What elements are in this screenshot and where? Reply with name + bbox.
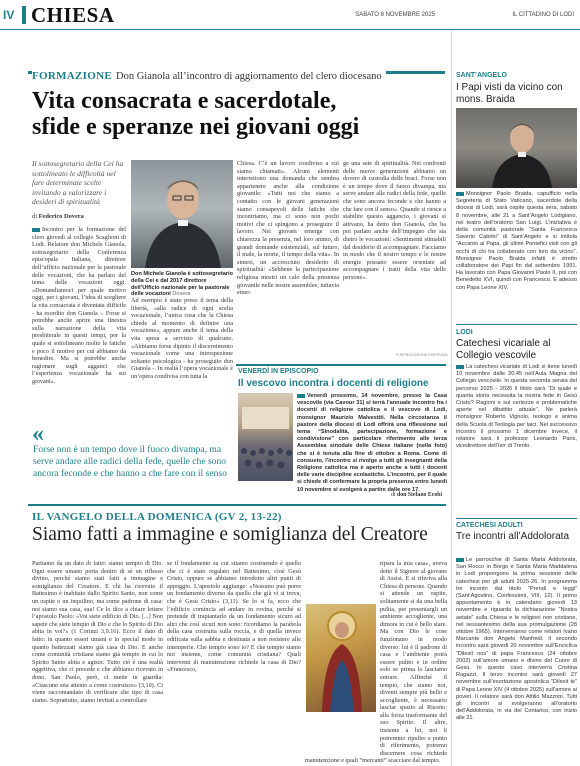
paragraph-marker: [456, 558, 464, 562]
caption-credit: Dovera: [172, 291, 191, 298]
sidebar-3-text: [456, 557, 577, 763]
paragraph-marker: [32, 228, 40, 232]
portrait-image: [131, 160, 233, 268]
paragraph-marker: [456, 192, 464, 196]
pull-quote: Forse non è un tempo dove il fuoco divampa, ma serve andare alle radici della fede, quelle che sono ancora feconde e che hanno a che fare con il senso: [33, 444, 227, 479]
sidebar-1-title: I Papi visti da vicino con mons. Braida: [456, 82, 563, 105]
gospel-headline: Siamo fatti a immagine e somiglianza del Creatore: [32, 524, 428, 545]
gospel-col-3: [305, 560, 447, 765]
sidebar-2-text: [456, 364, 577, 510]
assembly-image: [238, 393, 293, 481]
gospel-rule: [28, 504, 446, 506]
gospel-col-2: se il fondamento su cui stiamo costruendo è quello che ci è stato regalato nel Battesimo, cioè Gesù Cristo, oppure se abbiamo introdotto altri punti di appoggio. L’apostolo aggiunge: «Nessuno può porre un fondamento diverso da quello che già vi si trova, che è Gesù Cristo» (3,11). Se lo si fa, ecco che l’edificio comincia ad andare in rovina, perché si pretende di trapiantarlo da un fondamento sicuro ad altri che così sicuri non sono: ricordiamo la parabola della casa costruita sulla roccia, e di quella invece edificata sulla sabbia e destinata a non resistere alle intemperie. Che tempio sono io? E che tempio siamo noi insieme, come comunità cristiana? Quali interventi di manutenzione richiede la casa di Dio? «Francesco,: [167, 560, 301, 674]
sidebar-1-body: Monsignor Paolo Braida, capufficio nella Segreteria di Stato Vaticano, sacerdote della diocesi di Lodi, sarà ospite questa sera, sabato 8 novembre, alle 21 a Sant’Angelo Lodigiano, nel teatro dell’oratorio San Luigi. L’iniziativa è della comunità pastorale “Santa Francesca Saverio Cabrini” di Sant’Angelo e si intitola “Accanto ai Papa, gli ultimi Pontefici visti con gli occhi di chi ha collaborato con loro da vicino”. Monsignor Paolo Braida infatti è stretto collaboratore dei Papi fin dal settembre 1991. Ha lavorato con Papa Giovanni Paolo II, poi con Benedetto XVI, quindi con Francesco. E adesso con Papa Leone XIV.: [456, 191, 577, 291]
main-headline: [32, 88, 452, 140]
sidebar-1-kicker: SANT’ANGELO: [456, 72, 507, 79]
meeting-byline: [391, 492, 442, 498]
meeting-text: [297, 393, 447, 493]
sidebar-divider: [451, 30, 452, 766]
standfirst: Il sottosegretario della Cei ha sottolineato le difficoltà nel fare determinate scelte invitando a valorizzare i desideri di spiritualità: [32, 159, 124, 207]
meeting-rule: [236, 364, 446, 366]
sidebar-rule-2: [456, 324, 577, 325]
meeting-kicker: VENERDÌ IN EPISCOPIO: [238, 368, 319, 375]
byline-author: Federico Dovera: [38, 213, 84, 220]
page-header: [0, 0, 580, 30]
main-col-2: Ad esempio è stato preso il tema della libertà, «alla radice di ogni scelta vocazionale, l’unica cosa che la Chiesa chiede al momento di definire una vocazione», appure anche il tema della vita spesa a servizio di qualcuno. «Abbiamo forse dipinto il discernimento vocazionale come una introspezione soltanto psicologica - ha proseguito don Gianola -. In realtà l’opera vocazionale è un’opera condivisa con tutta la: [131, 297, 233, 380]
sidebar-2-title: Catechesi vicariale al Collegio vescovile: [456, 338, 551, 361]
headline-line-2: sfide e speranze nei giovani oggi: [32, 114, 360, 140]
braida-image: [456, 108, 577, 188]
header-bar: [22, 6, 26, 24]
meeting-byline-prefix: di: [391, 492, 396, 498]
meeting-body: Venerdì prossimo, 14 novembre, presso la Casa vescovile (via Cavour 31) si terrà l’annuale incontro fra i docenti di religione cattolica e il vescovo di Lodi, monsignor Maurizio Malvestiti. Nella circostanza il pastore della diocesi di Lodi offrirà una riflessione sul tema “Sinodalità, partecipazione, formazione e condivisione” con particolare riferimento alle terza Assemblea sinodale delle Chiese italiane (nella foto) che si è tenuta alla fine di ottobre a Roma. Come di consueto, l’incontro si rivolge a tutti gli insegnanti della Religione cattolica ma è aperto anche a tutti i docenti delle varie discipline scolastiche. L’incontro, per il quale si chiede di confermare la propria presenza entro lunedì 10 novembre si svolgerà a partire dalle ore 17.: [297, 393, 447, 493]
sidebar-3-title: Tre incontri all’Addolorata: [456, 531, 570, 542]
page-number: IV: [3, 8, 15, 22]
newspaper-name: IL CITTADINO DI LODI: [512, 12, 574, 18]
sidebar-2-kicker: LODI: [456, 329, 473, 336]
byline-prefix: di: [32, 213, 37, 220]
assembly-photo: [238, 393, 293, 481]
caption-text: Don Michele Gianola è sottosegretario della Cei e dal 2017 direttore dell’Ufficio nazionale per la pastorale delle vocazioni: [131, 271, 233, 298]
sidebar-1-text: [456, 191, 577, 315]
main-col-1: [32, 226, 126, 418]
quote-icon: «: [32, 421, 44, 447]
section-title: CHIESA: [31, 3, 115, 27]
sidebar-3-kicker: CATECHESI ADULTI: [456, 522, 523, 529]
gospel-col-3-text: ripara la mia casa», aveva detto il Signore al giovane di Assisi. E si riferiva alla Chiesa di persone. Quando si attende un ospite, solitamente si da una bella pulita, per presentargli un ambiente accogliente, una dimora in cui è bello stare. Ma con Dio le cose funzionano in modo diverso: lui è il padrone di casa e l’ambiente potrà essere pulito e in ordine solo se prima lo lasciamo entrare. Affinché il tempio, che siamo noi, diventi sempre più bello e accogliente, è necessario lasciar spazio al Risorto: alla forza trasformante del suo Spirito. Il altre, insieme a lui, noi li potremmo ripulire e punto di riferimento, potremo discernere cosa richiede manutenzione e quali “mercanti” scacciare dal tempio.: [305, 560, 447, 765]
paragraph-marker: [297, 394, 305, 398]
dateline: SABATO 8 NOVEMBRE 2025: [355, 12, 435, 18]
copyright: © RIPRODUZIONE RISERVATA: [396, 353, 448, 357]
sidebar-3-body: Le parrocchie di Santa Maria Addolorata, San Rocco in Borgo e Santa Maria Maddalena in Lodi propongono la prima sessione delle catechesi per gli adulti 2025-26. In programma tre incontri dal titolo “Prendi e leggi” (Sant’Agostino, Confessioni, VIII, 12). Il primo appuntamento è in calendario giovedì 13 novembre e riguarda la dichiarazione “Nostra aetate” sulla Chiesa e le religioni non cristiane, nel sessantesimo della sua promulgazione (28 ottobre 1965). Interverranno come relatori Ivano Marcante don Angelo Manfredi. Il secondo incontro sarà giovedì 20 novembre sull’Enciclica “Dilexit nos” di papa Francesco (24 ottobre 2002) sull’amore umano e divino del Cuore di Gesù. In questo caso interverrà Cristina Ragazzi. Il terzo incontro sarà giovedì 27 novembre sull’esortazione apostolica “Dilexit te” di Papa Leone XIV (4 ottobre 2025) sull’amore ai poveri. Il relatore sarà don Attilio Mazzoni. Tutti gli incontri si svolgeranno all’oratorio dell’Addolorata, in via del Contarico, con inizio alle 21.: [456, 557, 577, 722]
painting-float: [305, 604, 377, 754]
braida-photo: [456, 108, 577, 188]
kicker-subtitle: Don Gianola all’incontro di aggiornamento del clero diocesano: [116, 71, 386, 82]
headline-line-1: Vita consacrata e sacerdotale,: [32, 88, 337, 114]
meeting-byline-author: don Stefano Ecobi: [396, 492, 443, 498]
sidebar-2-body: La catechesi vicariale di Lodi si tiene lunedì 10 novembre dalle 20.45 nell’Aula Magna del Collegio vescovile. In questa seconda serata del percorso 2025 - 2026 il titolo sarà “Di quale e quanta storia necessita la nostra fede in Gesù Cristo? Ragioni e sui certezze e problematiche aperte nel dibattito attuale”. Ne parlerà monsignor Roberto Vignolo, teologo e anima della Scuola di Teologia per laici. Nel successivo incontro il prossimo 1 dicembre invece, il relatore sarà il professor Leonardo Paris, vicedirettore dell’Isrr di Trento.: [456, 364, 577, 450]
paragraph-marker: [456, 365, 464, 369]
gianola-photo: [131, 160, 233, 268]
meeting-title: Il vescovo incontra i docenti di religione: [238, 378, 429, 389]
sidebar-rule-3: [456, 518, 577, 519]
col-1-text: Incontro per la formazione del clero giovedì al collegio Scaglioni di Lodi. Relatore don Michele Gianola, sottosegretario della Conferenza episcopale Italiana, direttore dell’ufficio nazionale per la pastorale delle vocazioni, che ha parlato del tema delle vocazioni oggi. «Domandiamoci per quale motivo oggi, per i giovani, l’idea di scegliere la vita consacrata è diventata difficile - ha esordito don Gianola -. Forse si potrebbe anche aprire una finestra sulla narrazione della vita presbiterale in questi tempi, per la quale si sottolineano molto le fatiche e poco il motivo per cui abbiamo da benedire. Ma si potrebbe anche ragionare sugli agganci che l’esperienza vocazionale ha sui giovani».: [32, 226, 126, 385]
main-col-4: ge una sete di spiritualità. Nei confronti delle nuove generazioni abbiamo un dovere di custodia delle braci. Forse non è un tempo dove il fuoco divampa, ma serve andare alle radici della fede, quelle che sono ancora feconde e che hanno a che fare con il senso». Quando si riesce a stabilire questo aggancio, i giovani si attivano, ha detto don Gianola, che ha poi parlato anche dell’impegno che sta dietro le vocazioni: «Sentimenti stimabili dal desiderio di accompagnare. Facciamo in modo che il nostro tempo e le nostre energie possano essere orientate ad accompagnare i tratti della vita delle persone».: [343, 160, 446, 281]
main-col-3: Chiesa. C’è un lavoro condiviso a cui siamo chiamati». Alcuni elementi interrettono una domanda che sembra appartenere anche alla condizione giovanile: «Tutti noi che siamo a contatto con le giovani generazioni siamo consapevoli delle fatiche che incontriamo, ma ci sono non pochi motivi che ci spingono a proseguire il lavoro. Nei giovani emerge con chiarezza la presenza, nel loro animo, di grandi domande esistenziali, sul futuro, il male, la morte, il tempo della vita». In sintesi, un accresciuto desiderio di spiritualità: «Sebbene la partecipazione religiosa mostri un calo della presenza giovanile nelle nostre assemblee, tuttavia emer-: [237, 160, 339, 297]
byline: [32, 213, 84, 220]
photo-caption: [131, 271, 233, 298]
gospel-kicker: IL VANGELO DELLA DOMENICA (GV 2, 13-22): [32, 511, 282, 523]
gospel-col-1: Partiamo da un dato di fatto: siamo tempio di Dio. Ogni essere umano porta dentro di sé un riflesso divino, perché siamo stati fatti a immagine e somiglianza del Creatore. E chi ha ricevuto il Battesimo è inabitato dallo Spirito Santo, non come un ospite o un inquilino, ma come padrone di casa: noi siamo sua casa, sua! Ce lo dice a chiare lettere l’apostolo Paolo: «Voi siete edificio di Dio. [...] Non sapete che siete tempio di Dio e che lo Spirito di Dio abita in voi?» (1 Corinzi 3,9.16). Ecco il dato di fatto: in quanto esseri umani e in special modo in quanto battezzati siamo già casa di Dio. E anche come comunità cristiana siamo già tempio in cui lo Spirito Santo abita e agisce. Tutto ciò è una realtà oggettiva, che ci precede e che abbiamo ricevuto in dono. San Paolo, però, ci mette in guardia: «Ciascuno stia attento a come costruisce» (3,10). Ci viene raccomandato di verificare che tipo di casa siamo. Soprattutto, siamo invitati a controllare: [32, 560, 163, 704]
main-kicker: [32, 70, 386, 82]
kicker-label: FORMAZIONE: [32, 70, 116, 82]
